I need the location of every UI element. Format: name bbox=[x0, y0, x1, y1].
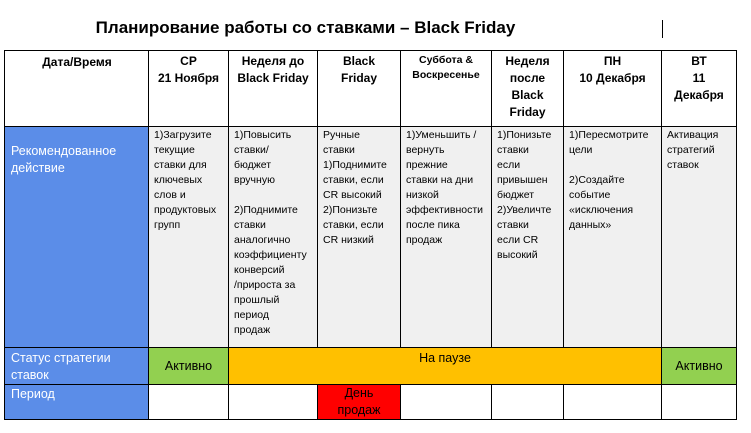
period-wed bbox=[149, 385, 229, 420]
recommended-black-friday: Ручные ставки 1)Поднимите ставки, если CR высокий 2)Понизьте ставки, если CR низкий bbox=[318, 127, 401, 348]
status-active-start: Активно bbox=[149, 348, 229, 385]
header-tue: ВТ 11 Декабря bbox=[662, 51, 737, 127]
period-sales-day: День продаж bbox=[318, 385, 401, 420]
recommended-wed: 1)Загрузите текущие ставки для ключевых слов и продуктовых групп bbox=[149, 127, 229, 348]
status-row bbox=[5, 348, 737, 385]
planning-table bbox=[4, 50, 737, 420]
status-label: Статус стратегии ставок bbox=[5, 348, 149, 385]
text-cursor bbox=[662, 20, 663, 38]
recommended-row bbox=[5, 127, 737, 348]
period-week-after bbox=[492, 385, 564, 420]
period-label: Период bbox=[5, 385, 149, 420]
recommended-weekend: 1)Уменьшить / вернуть прежние ставки на дни низкой эффективности после пика продаж bbox=[401, 127, 492, 348]
status-paused: На паузе bbox=[229, 348, 662, 385]
recommended-tue: Активация стратегий ставок bbox=[662, 127, 737, 348]
period-weekend bbox=[401, 385, 492, 420]
header-wed: СР 21 Ноября bbox=[149, 51, 229, 127]
header-week-after: Неделя после Black Friday bbox=[492, 51, 564, 127]
recommended-week-before: 1)Повысить ставки/ бюджет вручную 2)Поднимите ставки аналогично коэффициенту конверсий /прироста за прошлый период продаж bbox=[229, 127, 318, 348]
recommended-week-after: 1)Понизьте ставки если привышен бюджет 2)Увеличте ставки если CR высокий bbox=[492, 127, 564, 348]
header-week-before: Неделя до Black Friday bbox=[229, 51, 318, 127]
header-weekend: Суббота & Воскресенье bbox=[401, 51, 492, 127]
status-active-end: Активно bbox=[662, 348, 737, 385]
period-mon bbox=[564, 385, 662, 420]
header-row bbox=[5, 51, 737, 127]
header-date-time: Дата/Время bbox=[5, 51, 149, 127]
period-row bbox=[5, 385, 737, 420]
recommended-mon: 1)Пересмотрите цели 2)Создайте событие «исключения данных» bbox=[564, 127, 662, 348]
header-black-friday: Black Friday bbox=[318, 51, 401, 127]
recommended-label: Рекомендованное действие bbox=[5, 127, 149, 348]
period-tue bbox=[662, 385, 737, 420]
period-week-before bbox=[229, 385, 318, 420]
page-title: Планирование работы со ставками – Black Friday bbox=[95, 18, 516, 37]
header-mon: ПН 10 Декабря bbox=[564, 51, 662, 127]
